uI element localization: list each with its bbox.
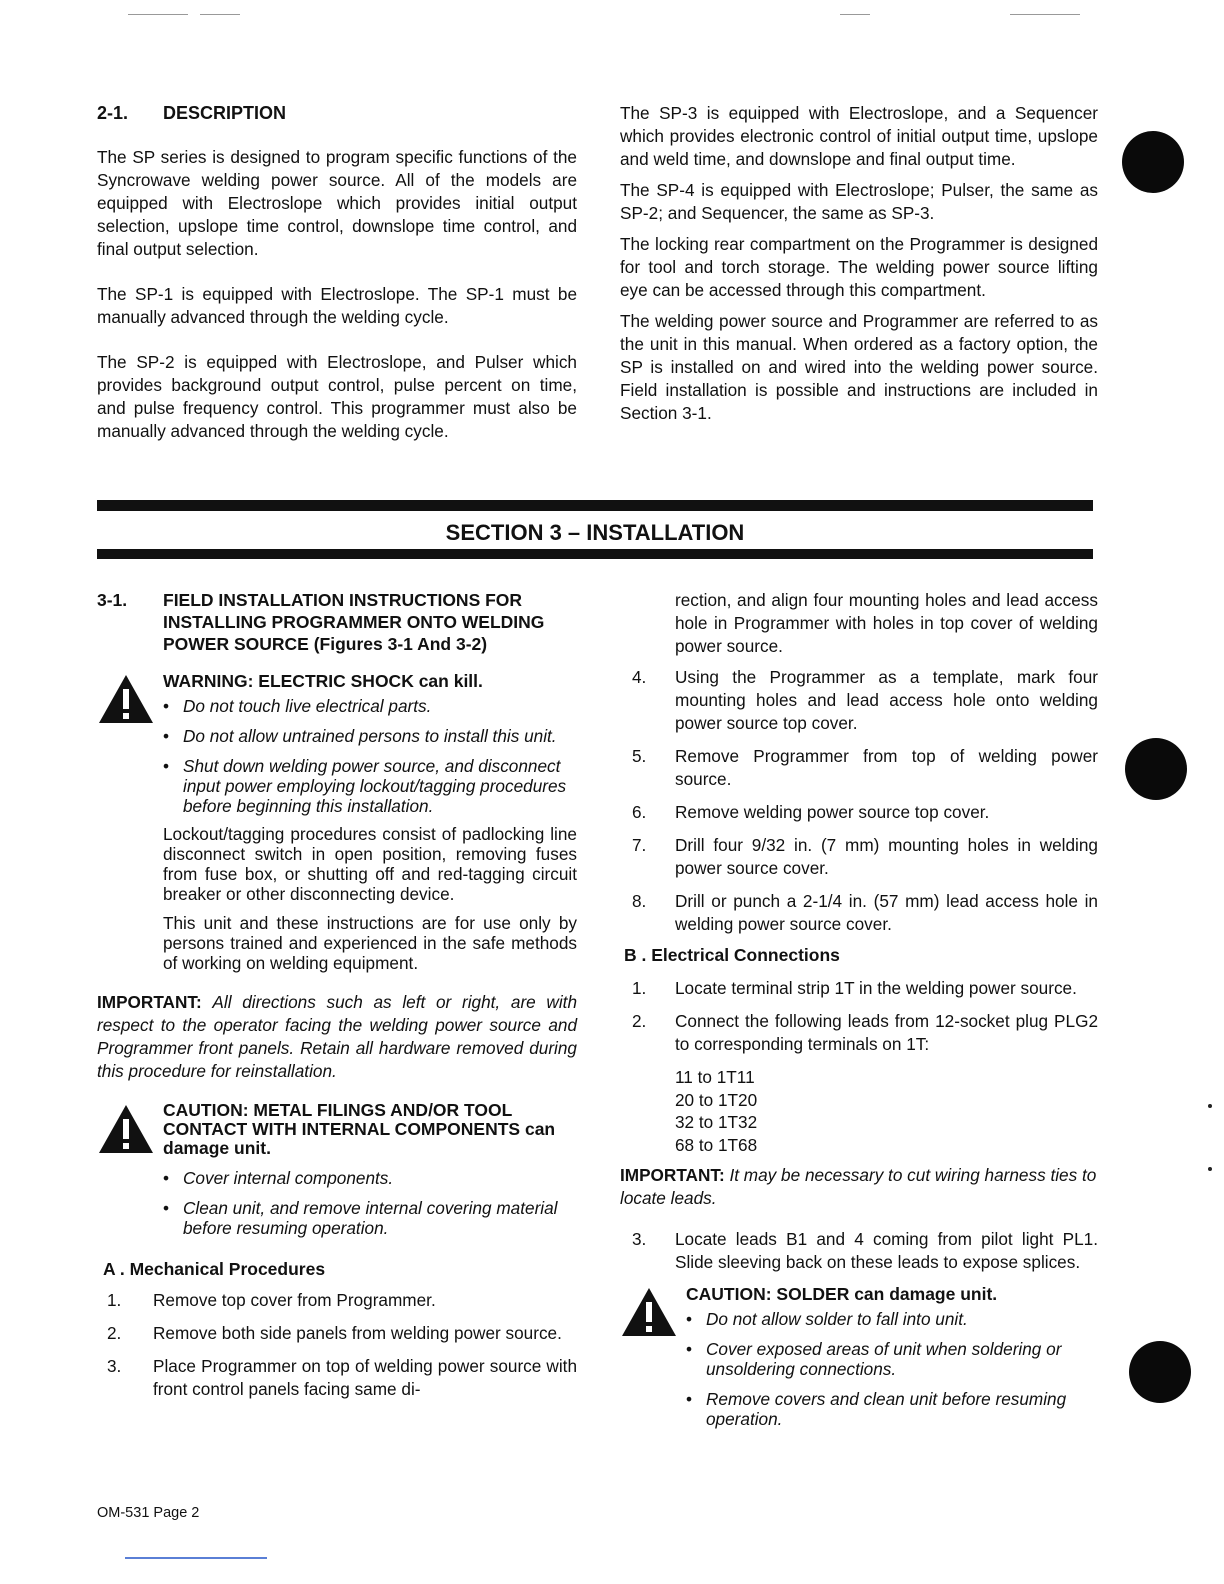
caution-bullet-text: Do not allow solder to fall into unit. xyxy=(706,1309,968,1329)
important-text: All directions such as left or right, are with respect to the operator facing the welding power source and Programmer front panels. Retain all hardware removed during this procedure for reinstallation. xyxy=(97,992,577,1081)
description-title: DESCRIPTION xyxy=(163,103,287,123)
bullet-icon: • xyxy=(686,1309,693,1329)
step-number: 1. xyxy=(107,1290,122,1310)
caution-bullet xyxy=(163,1168,577,1188)
punch-hole xyxy=(1122,131,1184,193)
step-number: 5. xyxy=(632,746,647,766)
mechanical-heading: A . Mechanical Procedures xyxy=(103,1259,326,1279)
installation-left-column xyxy=(97,589,577,1401)
important-label: IMPORTANT: xyxy=(620,1165,725,1185)
caution-bullet-text: Cover internal components. xyxy=(183,1168,394,1188)
lead-item: 20 to 1T20 xyxy=(675,1089,758,1110)
caution-bullet-text: Cover exposed areas of unit when soldering or unsoldering connections. xyxy=(706,1339,1062,1379)
section-rule-top xyxy=(97,500,1093,511)
description-paragraph: The SP-2 is equipped with Electroslope, and Pulser which provides background output control, pulse percent on time, and pulse frequency control. This programmer must also be manually advanced through the welding cycle. xyxy=(97,352,577,441)
warning-bullet xyxy=(163,726,577,746)
step-text: Drill or punch a 2-1/4 in. (57 mm) lead access hole in welding power source cover. xyxy=(675,891,1098,934)
step-number: 7. xyxy=(632,835,647,855)
trained-persons-paragraph: This unit and these instructions are for use only by persons trained and experienced in the safe methods of working on welding equipment. xyxy=(163,913,577,973)
warning-triangle-icon xyxy=(97,673,155,725)
step-number: 6. xyxy=(632,802,647,822)
lead-item: 68 to 1T68 xyxy=(675,1134,758,1155)
caution-triangle-icon xyxy=(620,1286,678,1338)
caution-bullet xyxy=(686,1309,1098,1329)
punch-hole xyxy=(1125,738,1187,800)
caution-bullet xyxy=(163,1198,577,1238)
caution-bullet-text: Clean unit, and remove internal covering material before resuming operation. xyxy=(183,1198,558,1238)
step-number: 4. xyxy=(632,667,647,687)
description-paragraph: The SP series is designed to program specific functions of the Syncrowave welding power source. All of the models are equipped with Electroslope which provides initial output selection, upslope time control, downslope time control, and final output selection. xyxy=(97,147,577,259)
mechanical-step xyxy=(97,1355,577,1401)
caution-triangle-icon xyxy=(97,1103,155,1155)
warning-bullet xyxy=(163,696,577,716)
electrical-step xyxy=(620,1010,1098,1056)
bullet-icon: • xyxy=(163,756,170,776)
description-paragraph: The welding power source and Programmer are referred to as the unit in this manual. When ordered as a factory option, the SP is installed on and wired into the welding power source. Field installation is possible and instructions are included in Section 3-1. xyxy=(620,311,1098,423)
bullet-icon: • xyxy=(163,1198,170,1218)
section-title: SECTION 3 – INSTALLATION xyxy=(445,520,745,545)
scan-artifact-line xyxy=(125,1557,267,1559)
description-left-column xyxy=(97,102,577,443)
caution-solder-title: CAUTION: SOLDER can damage unit. xyxy=(686,1284,998,1304)
step-number: 1. xyxy=(632,978,647,998)
bullet-icon: • xyxy=(686,1339,693,1359)
mechanical-step xyxy=(620,890,1098,936)
important-text: It may be necessary to cut wiring harness ties to locate leads. xyxy=(620,1165,1097,1208)
step-number: 3. xyxy=(107,1356,122,1376)
mechanical-step xyxy=(97,1322,577,1345)
lead-item: 32 to 1T32 xyxy=(675,1112,758,1132)
bullet-icon: • xyxy=(163,696,170,716)
scan-artifact xyxy=(840,14,870,15)
scan-artifact xyxy=(1010,14,1080,15)
step-text: Locate leads B1 and 4 coming from pilot light PL1. Slide sleeving back on these leads to expose splices. xyxy=(675,1229,1098,1272)
scan-speck xyxy=(1208,1167,1212,1171)
mechanical-step xyxy=(620,834,1098,880)
step-number: 8. xyxy=(632,891,647,911)
field-install-heading xyxy=(97,589,577,655)
scan-speck xyxy=(1208,1104,1212,1108)
step-text: Using the Programmer as a template, mark four mounting holes and lead access hole onto welding power source top cover. xyxy=(675,667,1098,733)
step-text: Remove top cover from Programmer. xyxy=(153,1290,436,1310)
step-text: Remove both side panels from welding power source. xyxy=(153,1323,562,1343)
step-text: Locate terminal strip 1T in the welding power source. xyxy=(675,978,1077,998)
electrical-step xyxy=(620,1228,1098,1274)
field-install-title: FIELD INSTALLATION INSTRUCTIONS FOR INSTALLING PROGRAMMER ONTO WELDING POWER SOURCE (Figures 3-1 And 3-2) xyxy=(163,590,545,654)
electrical-heading: B . Electrical Connections xyxy=(624,945,840,965)
mechanical-step xyxy=(97,1289,577,1312)
lockout-paragraph: Lockout/tagging procedures consist of padlocking line disconnect switch in open position, removing fuses from fuse box, or shutting off and red-tagging circuit breaker or other disconnecting device. xyxy=(163,824,577,904)
step-number: 2. xyxy=(632,1011,647,1031)
warning-block xyxy=(97,671,577,973)
description-paragraph: The SP-4 is equipped with Electroslope; Pulser, the same as SP-2; and Sequencer, the same as SP-3. xyxy=(620,180,1098,223)
mechanical-step xyxy=(620,801,1098,824)
bullet-icon: • xyxy=(163,726,170,746)
warning-bullet xyxy=(163,756,577,816)
electrical-step xyxy=(620,977,1098,1000)
warning-bullet-text: Do not allow untrained persons to install this unit. xyxy=(183,726,557,746)
description-paragraph: The locking rear compartment on the Programmer is designed for tool and torch storage. The welding power source lifting eye can be accessed through this compartment. xyxy=(620,234,1098,300)
step-3-left: source with front control panels facing same di- xyxy=(153,1356,577,1399)
caution-block xyxy=(97,1101,577,1238)
step-number: 3. xyxy=(632,1229,647,1249)
description-paragraph: The SP-3 is equipped with Electroslope, and a Sequencer which provides electronic control of initial output time, upslope and weld time, and downslope and final output time. xyxy=(620,103,1098,169)
caution-bullet xyxy=(686,1339,1098,1379)
warning-bullet-text: Do not touch live electrical parts. xyxy=(183,696,432,716)
punch-hole xyxy=(1129,1341,1191,1403)
description-number: 2-1. xyxy=(97,103,129,123)
bullet-icon: • xyxy=(163,1168,170,1188)
installation-right-column xyxy=(620,589,1098,1429)
mechanical-step xyxy=(620,666,1098,735)
lead-list xyxy=(620,1066,1098,1156)
description-heading xyxy=(97,102,577,125)
step-text: Remove Programmer from top of welding power source. xyxy=(675,746,1098,789)
important-label: IMPORTANT: xyxy=(97,992,202,1012)
warning-bullet-text: Shut down welding power source, and disconnect input power employing lockout/tagging procedures before beginning this installation. xyxy=(183,756,567,816)
step-number: 2. xyxy=(107,1323,122,1343)
description-right-column xyxy=(620,102,1098,425)
scan-artifact xyxy=(200,14,240,15)
step-text: Drill four 9/32 in. (7 mm) mounting holes in welding power source cover. xyxy=(675,835,1098,878)
caution-bullet xyxy=(686,1389,1098,1429)
description-paragraph: The SP-1 is equipped with Electroslope. The SP-1 must be manually advanced through the welding cycle. xyxy=(97,284,577,327)
section-rule-bottom xyxy=(97,549,1093,559)
step-text: Connect the following leads from 12-socket plug PLG2 to corresponding terminals on 1T: xyxy=(675,1011,1098,1054)
field-install-number: 3-1. xyxy=(97,590,128,610)
caution-title: CAUTION: METAL FILINGS AND/OR TOOL CONTACT WITH INTERNAL COMPONENTS can damage unit. xyxy=(163,1100,556,1158)
step-text xyxy=(153,1355,577,1401)
caution-solder-block xyxy=(620,1284,1098,1429)
step-3-continued: rection, and align four mounting holes and lead access hole in Programmer with holes in top cover of welding power source. xyxy=(675,590,1098,656)
warning-title: WARNING: ELECTRIC SHOCK can kill. xyxy=(163,671,483,691)
bullet-icon: • xyxy=(686,1389,693,1409)
caution-bullet-text: Remove covers and clean unit before resuming operation. xyxy=(706,1389,1067,1429)
important-note xyxy=(97,991,577,1083)
page-footer: OM-531 Page 2 xyxy=(97,1505,200,1521)
lead-item: 11 to 1T11 xyxy=(675,1067,755,1087)
step-text: Remove welding power source top cover. xyxy=(675,802,990,822)
scan-artifact xyxy=(128,14,188,15)
step-3-start: Place Programmer on top of welding power xyxy=(153,1356,485,1376)
mechanical-step xyxy=(620,745,1098,791)
important-note-leads xyxy=(620,1164,1098,1210)
